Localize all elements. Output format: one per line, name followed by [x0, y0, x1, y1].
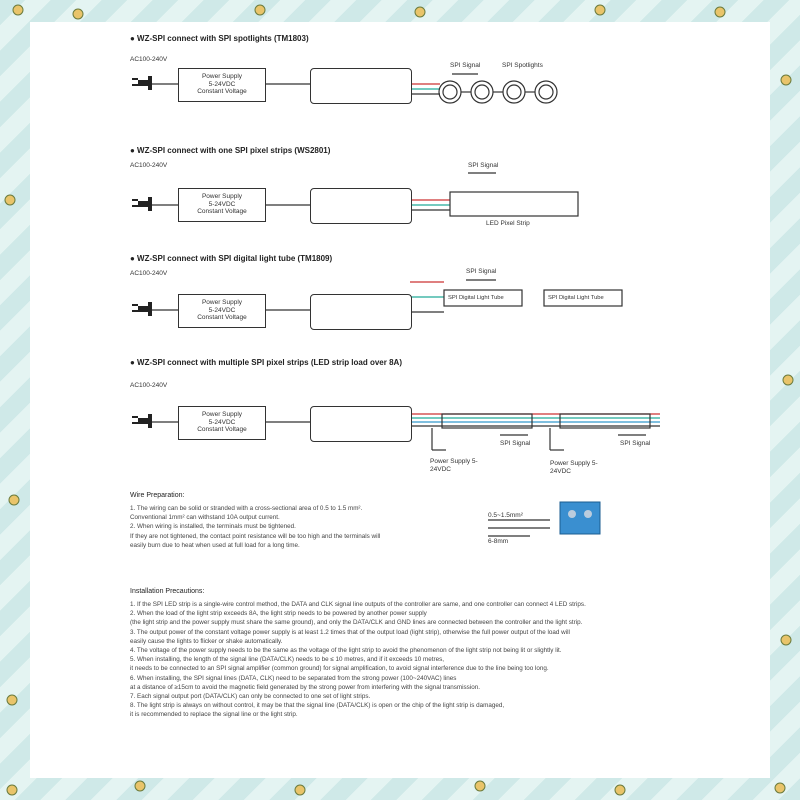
extra-power-supply-2: Power Supply 5-24VDC [550, 460, 598, 475]
power-supply-box: Power Supply 5-24VDC Constant Voltage [178, 188, 266, 222]
wire-prep-heading: Wire Preparation: [130, 492, 185, 499]
section-3-ac-label: AC100-240V [130, 270, 168, 277]
wire-prep-text: 1. The wiring can be solid or stranded with a cross-sectional area of 0.5 to 1.5 mm². Conventional 1mm² can withstand 10A output current. 2. When wiring is installed, the terminals must be tightened. If they are not tightened, the contact point resistance will be too high and the terminals will easily burn due to heat when used at full load for a long time. [130, 505, 381, 549]
install-heading: Installation Precautions: [130, 588, 205, 595]
extra-power-supply-1: Power Supply 5-24VDC [430, 458, 478, 473]
wz-spi-controller [310, 188, 412, 224]
strip-length-label: 6-8mm [488, 538, 509, 545]
section-2-ac-label: AC100-240V [130, 162, 168, 169]
spi-signal-label: SPI Signal [450, 62, 481, 69]
wz-spi-controller [310, 406, 412, 442]
spi-spotlights-label: SPI Spotlights [502, 62, 543, 69]
spi-signal-label: SPI Signal [468, 162, 499, 169]
section-1-ac-label: AC100-240V [130, 56, 168, 63]
section-3-title: ● WZ-SPI connect with SPI digital light tube (TM1809) [130, 254, 333, 263]
light-tube-label-2: SPI Digital Light Tube [548, 295, 604, 301]
led-pixel-strip-label: LED Pixel Strip [486, 220, 530, 227]
section-4-ac-label: AC100-240V [130, 382, 168, 389]
section-1-title: ● WZ-SPI connect with SPI spotlights (TM1803) [130, 34, 309, 43]
spi-signal-label-2: SPI Signal [620, 440, 651, 447]
install-text: 1. If the SPI LED strip is a single-wire control method, the DATA and CLK signal line outputs of the controller are same, and one controller can connect 4 LED strips. 2. When the load of the light strip exceeds 8A, the light strip needs to be powered by another power supply (the light strip and the power supply must share the same ground), and only the DATA/CLK and GND lines are connected between the controller and the light strip. 3. The output power of the constant voltage power supply is at least 1.2 times that of the output load (light strip), otherwise the full power output of the load will easily cause the lights to flicker or shake automatically. 4. The voltage of the power supply needs to be the same as the voltage of the light strip to avoid the phenomenon of the light strip not being lit or slightly lit. 5. When installing, the length of the signal line (DATA/CLK) needs to be ≤ 10 metres, and if it exceeds 10 metres, it needs to be connected to an SPI signal amplifier (common ground) for signal amplification, to avoid signal interference due to the line being too long. 6. When installing, the SPI signal lines (DATA, CLK) need to be separated from the strong power (100~240VAC) lines at a distance of ≥15cm to avoid the magnetic field generated by the strong power from interfering with the signal transmission. 7. Each signal output port (DATA/CLK) can only be connected to one set of light strips. 8. The light strip is always on without control, it may be that the signal line (DATA/CLK) is open or the chip of the light strip is damaged, it is recommended to replace the signal line or the light strip. [130, 601, 586, 719]
wire-gauge-label: 0.5~1.5mm² [488, 512, 523, 519]
spi-signal-label: SPI Signal [466, 268, 497, 275]
light-tube-label-1: SPI Digital Light Tube [448, 295, 504, 301]
section-4-title: ● WZ-SPI connect with multiple SPI pixel strips (LED strip load over 8A) [130, 358, 402, 367]
section-2-title: ● WZ-SPI connect with one SPI pixel strips (WS2801) [130, 146, 331, 155]
power-supply-box: Power Supply 5-24VDC Constant Voltage [178, 68, 266, 102]
wz-spi-controller [310, 294, 412, 330]
spi-signal-label: SPI Signal [500, 440, 531, 447]
document-page [30, 22, 770, 778]
power-supply-box: Power Supply 5-24VDC Constant Voltage [178, 406, 266, 440]
wz-spi-controller [310, 68, 412, 104]
power-supply-box: Power Supply 5-24VDC Constant Voltage [178, 294, 266, 328]
